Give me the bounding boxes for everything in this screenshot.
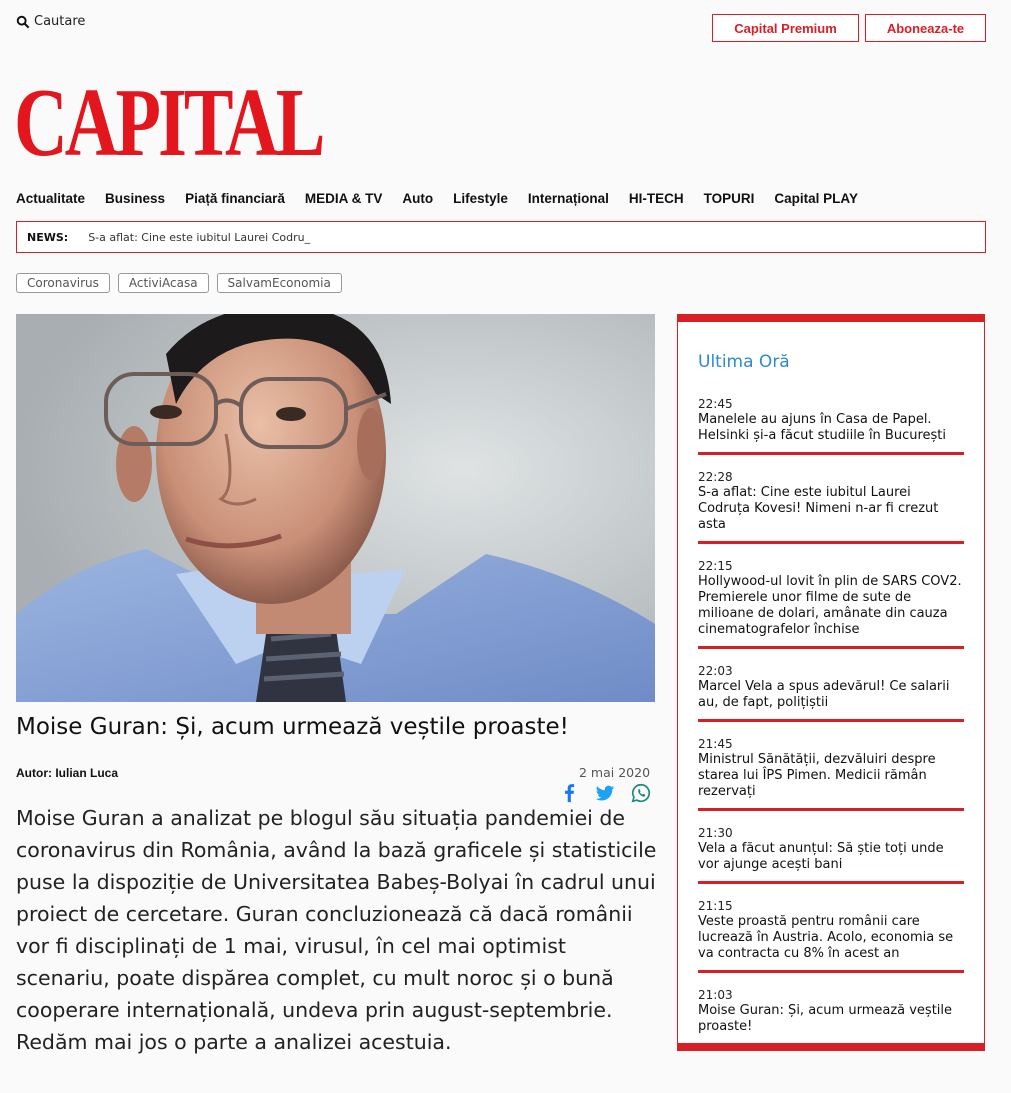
latest-news-item[interactable] bbox=[698, 558, 964, 649]
share-buttons bbox=[558, 782, 652, 804]
nav-item-business[interactable]: Business bbox=[105, 191, 166, 206]
nav-item-auto[interactable]: Auto bbox=[402, 191, 434, 206]
news-time: 21:30 bbox=[698, 826, 733, 840]
article-body: Moise Guran a analizat pe blogul său situația pandemiei de coronavirus din România, având la bază graficele și statisticile puse la dispoziție de Universitatea Babeș-Bolyai în cadrul unui proiect de cercetare. Guran concluzionează că dacă românii vor fi disciplinați de 1 mai, virusul, în cel mai optimist scenariu, poate dispărea complet, cu mult noroc și o bună cooperare internațională, undeva prin august-septembrie. Redăm mai jos o parte a analizei acestuia. bbox=[16, 806, 657, 1054]
latest-news-item[interactable] bbox=[698, 663, 964, 722]
news-time: 22:45 bbox=[698, 397, 733, 411]
latest-news-item[interactable] bbox=[698, 396, 964, 455]
nav-item-international[interactable]: Internațional bbox=[527, 191, 609, 206]
search-icon bbox=[16, 15, 30, 29]
subscribe-button[interactable]: Aboneaza-te bbox=[865, 14, 986, 42]
article-author[interactable]: Autor: Iulian Luca bbox=[16, 766, 118, 780]
news-headline[interactable]: Veste proastă pentru românii care lucrează în Austria. Acolo, economia se va contracta cu 8% în acest an bbox=[698, 914, 954, 961]
latest-news-list bbox=[698, 396, 964, 1057]
twitter-share-icon[interactable] bbox=[594, 782, 616, 804]
capital-logo[interactable]: CAPITAL bbox=[14, 69, 323, 177]
latest-news-sidebar bbox=[677, 314, 985, 1051]
news-ticker-label: NEWS: bbox=[27, 230, 69, 244]
article-title: Moise Guran: Și, acum urmează veștile proaste! bbox=[16, 714, 569, 740]
nav-item-capital-play[interactable]: Capital PLAY bbox=[774, 191, 858, 206]
whatsapp-share-icon[interactable] bbox=[630, 782, 652, 804]
tag-activiacasa[interactable]: ActiviAcasa bbox=[118, 273, 209, 293]
search-label: Cautare bbox=[34, 14, 86, 29]
latest-news-item[interactable] bbox=[698, 898, 964, 973]
search-button[interactable] bbox=[16, 14, 85, 29]
nav-item-hi-tech[interactable]: HI-TECH bbox=[628, 191, 684, 206]
news-headline[interactable]: Vela a făcut anunțul: Să știe toți unde vor ajunge acești bani bbox=[698, 841, 944, 872]
news-headline[interactable]: Manelele au ajuns în Casa de Papel. Helsinki și-a făcut studiile în București bbox=[698, 412, 947, 443]
news-headline[interactable]: Ministrul Sănătății, dezvăluiri despre starea lui ÎPS Pimen. Medicii rămân rezervați bbox=[698, 752, 936, 799]
news-time: 21:15 bbox=[698, 899, 733, 913]
nav-item-topuri[interactable]: TOPURI bbox=[703, 191, 755, 206]
tag-coronavirus[interactable]: Coronavirus bbox=[16, 273, 110, 293]
news-time: 22:15 bbox=[698, 559, 733, 573]
portrait-illustration bbox=[16, 314, 655, 702]
news-headline[interactable]: Hollywood-ul lovit în plin de SARS COV2. Premierele unor filme de sute de milioane de dolari, amânate din cauza cinematografelor închise bbox=[698, 574, 962, 637]
news-time: 21:03 bbox=[698, 988, 733, 1002]
article-date: 2 mai 2020 bbox=[579, 765, 651, 780]
main-nav bbox=[16, 191, 858, 206]
news-ticker-text[interactable]: S-a aflat: Cine este iubitul Laurei Codru_ bbox=[88, 230, 311, 244]
news-time: 21:45 bbox=[698, 737, 733, 751]
nav-item-actualitate[interactable]: Actualitate bbox=[16, 191, 86, 206]
news-headline[interactable]: S-a aflat: Cine este iubitul Laurei Codruța Kovesi! Nimeni n-ar fi crezut asta bbox=[698, 485, 939, 532]
tag-list bbox=[16, 273, 342, 293]
facebook-share-icon[interactable] bbox=[558, 782, 580, 804]
latest-news-item[interactable] bbox=[698, 987, 964, 1043]
news-ticker bbox=[16, 221, 986, 253]
news-headline[interactable]: Moise Guran: Și, acum urmează veștile proaste! bbox=[698, 1003, 953, 1034]
nav-item-piata-financiara[interactable]: Piață financiară bbox=[185, 191, 285, 206]
latest-news-item[interactable] bbox=[698, 825, 964, 884]
news-time: 22:03 bbox=[698, 664, 733, 678]
latest-news-item[interactable] bbox=[698, 469, 964, 544]
sidebar-title: Ultima Oră bbox=[698, 352, 790, 372]
news-headline[interactable]: Marcel Vela a spus adevărul! Ce salarii au, de fapt, polițiștii bbox=[698, 679, 950, 710]
tag-salvameconomia[interactable]: SalvamEconomia bbox=[217, 273, 342, 293]
nav-item-media-tv[interactable]: MEDIA & TV bbox=[304, 191, 383, 206]
article-hero-image bbox=[16, 314, 655, 702]
nav-item-lifestyle[interactable]: Lifestyle bbox=[453, 191, 508, 206]
capital-premium-button[interactable]: Capital Premium bbox=[712, 14, 859, 42]
latest-news-item[interactable] bbox=[698, 736, 964, 811]
news-time: 22:28 bbox=[698, 470, 733, 484]
